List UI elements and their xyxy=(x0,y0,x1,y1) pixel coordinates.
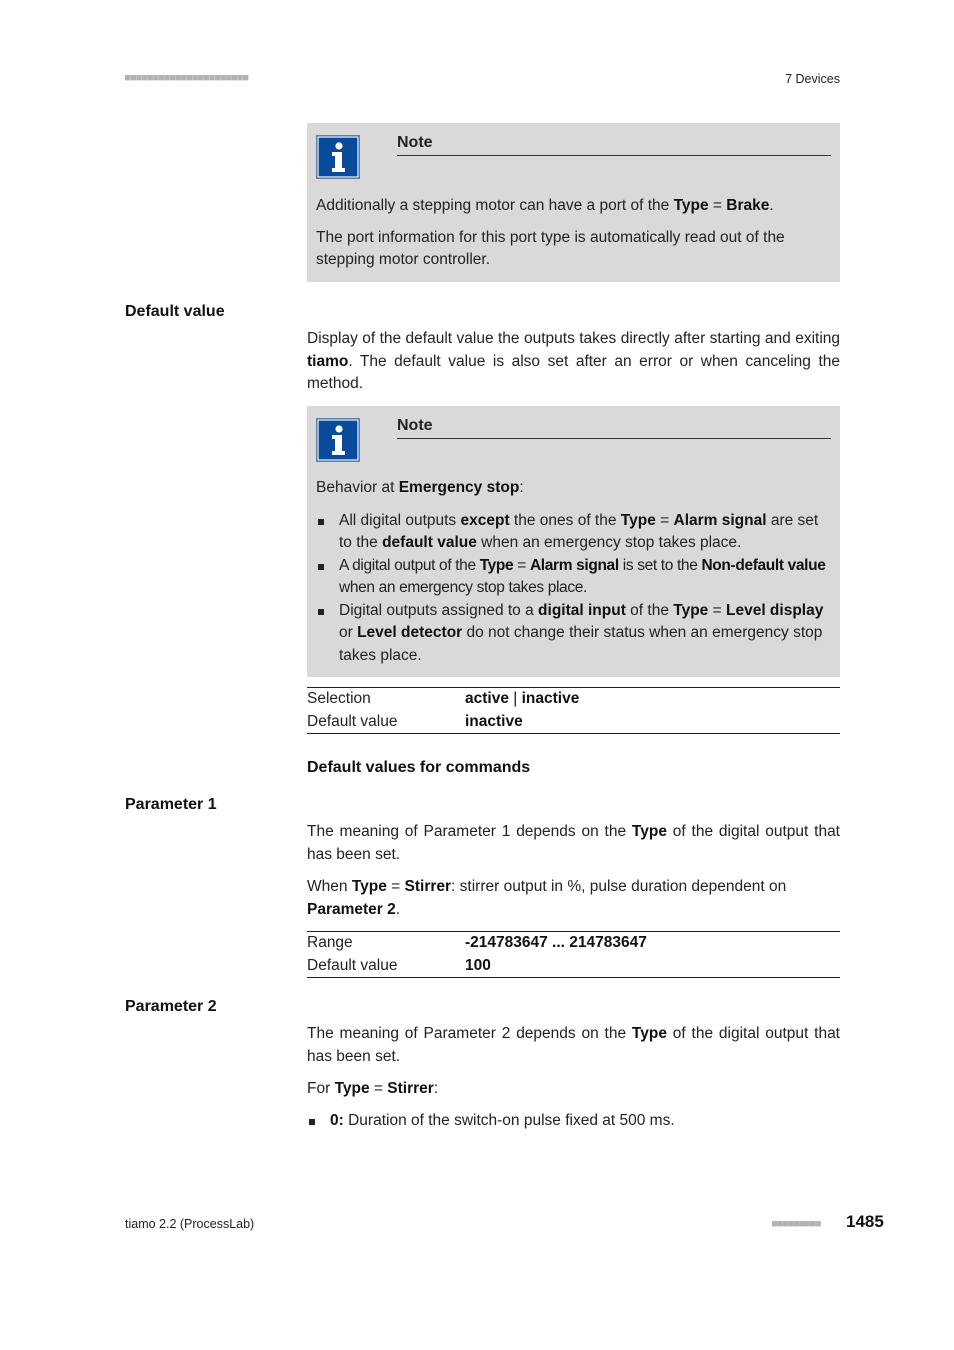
list-item: A digital output of the Type = Alarm signal is set to the Non-default value when an emergency stop takes place. xyxy=(316,555,831,600)
section-heading-parameter-2: Parameter 2 xyxy=(125,998,217,1015)
page-number: 1485 xyxy=(846,1212,884,1231)
table-value: -214783647 ... 214783647 xyxy=(465,934,647,951)
info-icon xyxy=(316,135,360,179)
list-item: All digital outputs except the ones of the Type = Alarm signal are set to the default value when an emergency stop takes place. xyxy=(316,510,831,555)
table-value: inactive xyxy=(465,712,523,730)
parameter-2-description: The meaning of Parameter 2 depends on the Type of the digital output that has been set. xyxy=(307,1025,840,1065)
note-title: Note xyxy=(397,132,831,156)
section-heading-default-value: Default value xyxy=(125,303,225,320)
note-title: Note xyxy=(397,415,831,439)
table-row xyxy=(307,932,840,955)
default-value-table xyxy=(307,687,840,734)
header-decoration: ■■■■■■■■■■■■■■■■■■■■■■ xyxy=(125,73,249,83)
parameter-1-table xyxy=(307,931,840,978)
parameter-2-for: For Type = Stirrer: xyxy=(307,1080,439,1097)
subsection-heading: Default values for commands xyxy=(307,759,531,776)
chapter-title: 7 Devices xyxy=(785,72,840,86)
table-key: Selection xyxy=(307,690,371,707)
table-value: 100 xyxy=(465,956,491,974)
footer-product: tiamo 2.2 (ProcessLab) xyxy=(125,1217,255,1231)
info-icon xyxy=(316,418,360,462)
table-key: Range xyxy=(307,934,353,951)
table-row xyxy=(307,955,840,978)
table-value: active | inactive xyxy=(465,690,580,707)
parameter-1-description: The meaning of Parameter 1 depends on the Type of the digital output that has been set. xyxy=(307,823,840,863)
note-text: The port information for this port type is automatically read out of the stepping motor controller. xyxy=(316,228,785,268)
list-item: 0: Duration of the switch-on pulse fixed at 500 ms. xyxy=(307,1110,840,1133)
list-item: Digital outputs assigned to a digital input of the Type = Level display or Level detector do not change their status when an emergency stop takes place. xyxy=(316,600,831,668)
table-row xyxy=(307,711,840,734)
note-box xyxy=(307,123,840,282)
parameter-2-bullet-list xyxy=(307,1110,840,1133)
parameter-1-when: When Type = Stirrer: stirrer output in %, pulse duration dependent on Parameter 2. xyxy=(307,878,787,918)
table-row xyxy=(307,688,840,711)
table-key: Default value xyxy=(307,712,398,730)
footer-decoration: ■■■■■■■■■ xyxy=(772,1219,821,1229)
note-bullet-list xyxy=(316,510,831,668)
note-box xyxy=(307,406,840,677)
table-key: Default value xyxy=(307,956,398,974)
note-text: Additionally a stepping motor can have a port of the Type = Brake. xyxy=(316,197,774,214)
default-value-description: Display of the default value the outputs takes directly after starting and exiting tiamo. The default value is also set after an error or when canceling the method. xyxy=(307,330,840,392)
section-heading-parameter-1: Parameter 1 xyxy=(125,796,217,813)
note-intro: Behavior at Emergency stop: xyxy=(316,479,524,496)
